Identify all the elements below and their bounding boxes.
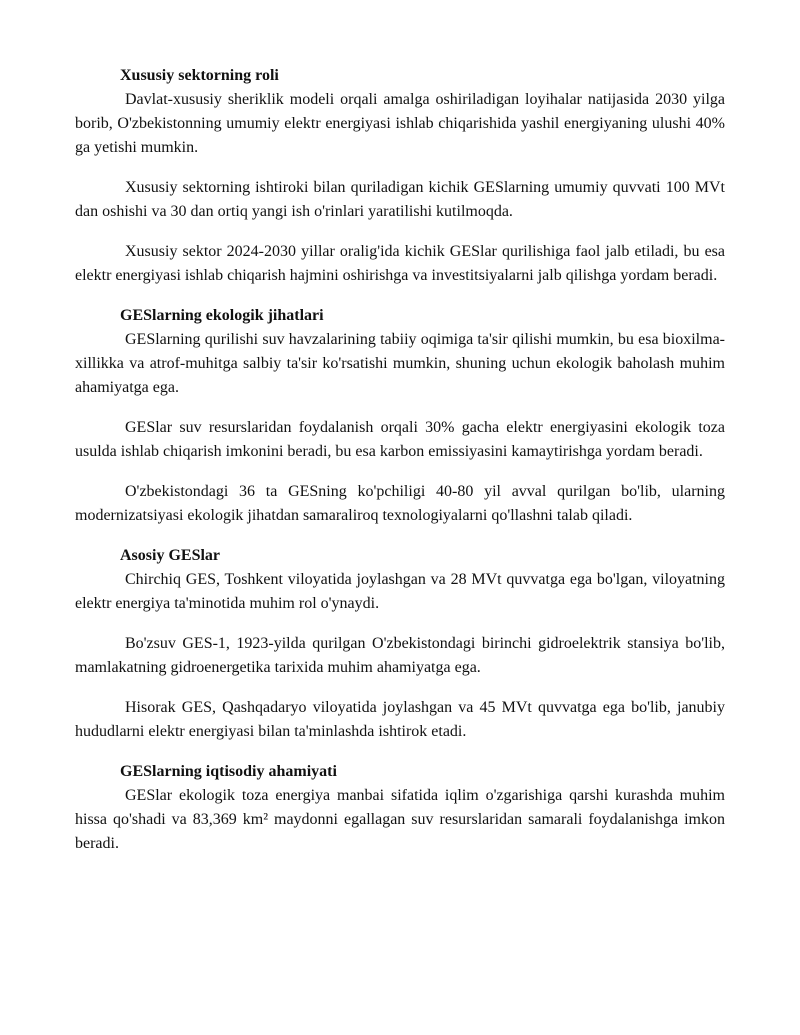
paragraph: O'zbekistondagi 36 ta GESning ko'pchiligi 40-80 yil avval qurilgan bo'lib, ularning modernizatsiyasi ekologik jihatdan samaraliroq texnologiyalarni qo'llashni talab qiladi. xyxy=(75,483,725,524)
section-economic-importance xyxy=(75,760,725,856)
paragraph: GESlarning qurilishi suv havzalarining tabiiy oqimiga ta'sir qilishi mumkin, bu esa bioxilma-xillikka va atrof-muhitga salbiy ta'sir ko'rsatishi mumkin, shuning uchun ekologik baholash muhim ahamiyatga ega. xyxy=(75,331,725,396)
section-ecological-aspects xyxy=(75,304,725,528)
section-heading: Xususiy sektorning roli xyxy=(120,67,279,84)
paragraph: Hisorak GES, Qashqadaryo viloyatida joylashgan va 45 MVt quvvatga ega bo'lib, janubiy hududlarni elektr energiyasi bilan ta'minlashda ishtirok etadi. xyxy=(75,699,725,740)
section-private-sector xyxy=(75,64,725,288)
paragraph: GESlar suv resurslaridan foydalanish orqali 30% gacha elektr energiyasini ekologik toza usulda ishlab chiqarish imkonini beradi, bu esa karbon emissiyasini kamaytirishga yordam beradi. xyxy=(75,419,725,460)
document-page xyxy=(75,64,725,872)
section-heading: Asosiy GESlar xyxy=(120,547,221,564)
paragraph: Bo'zsuv GES-1, 1923-yilda qurilgan O'zbekistondagi birinchi gidroelektrik stansiya bo'lib, mamlakatning gidroenergetika tarixida muhim ahamiyatga ega. xyxy=(75,635,725,676)
paragraph: Xususiy sektor 2024-2030 yillar oralig'ida kichik GESlar qurilishiga faol jalb etiladi, bu esa elektr energiyasi ishlab chiqarish hajmini oshirishga va investitsiyalarni jalb qilishga yordam beradi. xyxy=(75,243,725,284)
paragraph: Chirchiq GES, Toshkent viloyatida joylashgan va 28 MVt quvvatga ega bo'lgan, viloyatning elektr energiya ta'minotida muhim rol o'ynaydi. xyxy=(75,571,725,612)
paragraph: GESlar ekologik toza energiya manbai sifatida iqlim o'zgarishiga qarshi kurashda muhim hissa qo'shadi va 83,369 km² maydonni egallagan suv resurslaridan samarali foydalanishga imkon beradi. xyxy=(75,787,725,852)
paragraph: Davlat-xususiy sheriklik modeli orqali amalga oshiriladigan loyihalar natijasida 2030 yilga borib, O'zbekistonning umumiy elektr energiyasi ishlab chiqarishida yashil energiyaning ulushi 40% ga yetishi mumkin. xyxy=(75,91,725,156)
section-main-hpps xyxy=(75,544,725,744)
section-heading: GESlarning iqtisodiy ahamiyati xyxy=(120,763,337,780)
section-heading: GESlarning ekologik jihatlari xyxy=(120,307,324,324)
paragraph: Xususiy sektorning ishtiroki bilan quriladigan kichik GESlarning umumiy quvvati 100 MVt dan oshishi va 30 dan ortiq yangi ish o'rinlari yaratilishi kutilmoqda. xyxy=(75,179,725,220)
